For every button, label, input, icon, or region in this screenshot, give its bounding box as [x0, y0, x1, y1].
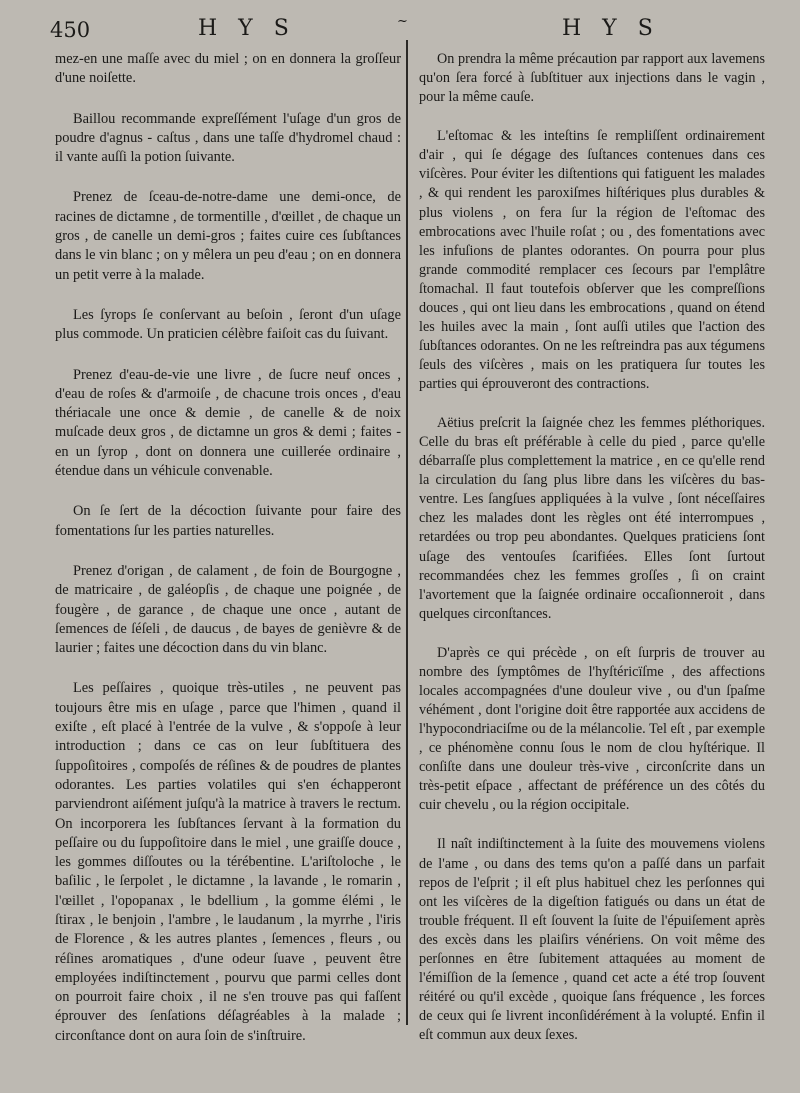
paragraph: Prenez d'eau-de-vie une livre , de ſucre neuf onces , d'eau de roſes & d'armoiſe , de chacune trois onces , d'eau thériacale une once & demie , de canelle & de noix muſcade deux gros , de dictamne un gros & demi ; faites - en un ſyrop , dont on donnera une cuillerée ordinaire , étendue dans un véhicule convenable.	[55, 366, 401, 480]
paragraph: L'eſtomac & les inteſtins ſe rempliſſent ordinairement d'air , qui ſe dégage des ſuſtances contenues dans ces viſcères. Pour éviter les diſtentions qui fatiguent les malades , & qui rendent les paroxiſmes hiſtériques plus durables & plus violens , on fera ſur la région de l'eſtomac des embrocations avec l'huile roſat ; ou , des fomentations avec les infuſions de plantes odorantes. On pourra pour plus grande commodité remplacer ces ſecours par l'emplâtre ſtomachal. Il faut toutefois obſerver que les compreſſions douces , qui ont lieu dans les embrocations , quand on étend les huiles avec la main , ſont auſſi utiles que l'action des ſubſtances odorantes. On ne les reſtreindra pas aux tégumens ſeuls des viſcères , mais on les pratiquera ſur toutes les parties qui éprouveront des contractions.	[419, 128, 765, 392]
paragraph: On ſe ſert de la décoction ſuivante pour faire des fomentations ſur les parties naturelles.	[55, 503, 401, 539]
paragraph: mez-en une maſſe avec du miel ; on en donnera la groſſeur d'une noiſette.	[55, 51, 401, 87]
paragraph: Prenez d'origan , de calament , de foin de Bourgogne , de matricaire , de galéopſis , de chaque une poignée , de fougère , de garance , de chaque une once , autant de ſemences de ſéſeli , de daucus , de bayes de genièvre & de laurier ; faites une décoction dans du vin blanc.	[55, 562, 401, 657]
running-head-left: H Y S	[198, 16, 296, 41]
paragraph: Il naît indiſtinctement à la ſuite des mouvemens violens de l'ame , ou dans des tems qu'on a paſſé dans un parfait repos de l'eſprit ; il eſt plus habituel chez les perſonnes qui ont les viſcères de la digeſtion fatigués ou dans un état de trouble fréquent. Il eſt ſouvent la ſuite de l'épuiſement après des excès dans les plaiſirs vénériens. On voit même des perſonnes en être ſubitement attaquées au moment de l'émiſſion de la ſemence , quand cet acte a été trop ſouvent réitéré ou qu'il excède , quoique ſans fréquence , les forces de ceux qui ſe livrent inconſidérément à la volupté. Enfin il eſt commun aux deux ſexes.	[419, 836, 765, 1043]
running-head-right: H Y S	[562, 16, 660, 41]
paragraph: Aëtius preſcrit la ſaignée chez les femmes pléthoriques. Celle du bras eſt préférable à celle du pied , parce qu'elle débarraſſe plus complettement la matrice , en ce qu'elle rend la circulation du ſang plus libre dans les viſcères du bas-ventre. Les ſangſues appliquées à la vulve , ſont néceſſaires chez les malades dont les règles ont été interrompues , retardées ou trop peu abondantes. Quelques praticiens ſont uſage des ventouſes ſcarifiées. Elles ſont ſurtout recommandées chez les femmes groſſes , ſi on craint l'avortement que la ſaignée ordinaire occaſionneroit , dans quelques circonſtances.	[419, 415, 765, 622]
left-column	[55, 50, 401, 1067]
paragraph: Baillou recommande expreſſément l'uſage d'un gros de poudre d'agnus - caſtus , dans une taſſe d'hydromel chaud : il vante auſſi la potion ſuivante.	[55, 110, 401, 166]
paragraph: Les peſſaires , quoique très-utiles , ne peuvent pas toujours être mis en uſage , parce que l'himen , quand il exiſte , eſt placé à l'entrée de la vulve , & s'oppoſe à leur introduction ; dans ce cas on leur ſubſtituera des ſuppoſitoires , compoſés de réſines & de poudres de plantes odorantes. Les parties volatiles qui s'en échapperont parviendront aiſément juſqu'à la matrice à travers le rectum. On incorporera les ſubſtances ſervant à la formation du peſſaire ou du ſuppoſitoire dans le miel , une graiſſe douce , les gommes diſſoutes ou la térébentine. L'ariſtoloche , le baſilic , le ſerpolet , le dictamne , la lavande , le romarin , l'œillet , l'opopanax , le bdellium , la gomme élémi , le ſtirax , le benjoin , l'ambre , le laudanum , la myrrhe , l'iris de Florence , & les autres plantes , ſemences , fleurs , ou réſines aromatiques , d'une odeur ſuave , peuvent être employées indiſtinctement , pourvu que parmi celles dont on pourroit faire choix , il ne s'en trouve pas qui faſſent éprouver des ſenſations déſagréables à la malade ; circonſtance dont on aura ſoin de s'inſtruire.	[55, 680, 401, 1044]
right-column	[419, 50, 765, 1065]
paragraph: Prenez de ſceau-de-notre-dame une demi-once, de racines de dictamne , de tormentille , d'œillet , de chaque un gros , de canelle un demi-gros ; faites cuire ces ſubſtances dans le vin blanc ; on y mêlera un peu d'eau ; on en donnera un petit verre à la malade.	[55, 189, 401, 283]
page-number: 450	[50, 18, 91, 42]
page-header	[0, 14, 800, 48]
paragraph: D'après ce qui précède , on eſt ſurpris de trouver au nombre des ſymptômes de l'hyſtéricïſme , des affections locales accompagnées d'une douleur vive , ou d'un ſpaſme véhément , dont l'origine doit être rapportée aux accidens de l'hypocondriaciſme ou de la mélancolie. Tel eſt , par exemple , ce phénomène connu ſous le nom de clou hyſtérique. Il conſiſte dans une douleur très-vive , circonſcrite dans un très-petit eſpace , affectant de préférence un des côtés du cuir chevelu , ou la région occipitale.	[419, 644, 766, 814]
column-divider	[406, 40, 408, 1025]
header-ornament: ~	[397, 14, 408, 29]
paragraph: On prendra la même précaution par rapport aux lavemens qu'on ſera forcé à ſubſtituer aux injections dans le vagin , pour la même cauſe.	[419, 51, 765, 106]
paragraph: Les ſyrops ſe conſervant au beſoin , ſeront d'un uſage plus commode. Un praticien célèbre faiſoit cas du ſuivant.	[55, 306, 401, 343]
